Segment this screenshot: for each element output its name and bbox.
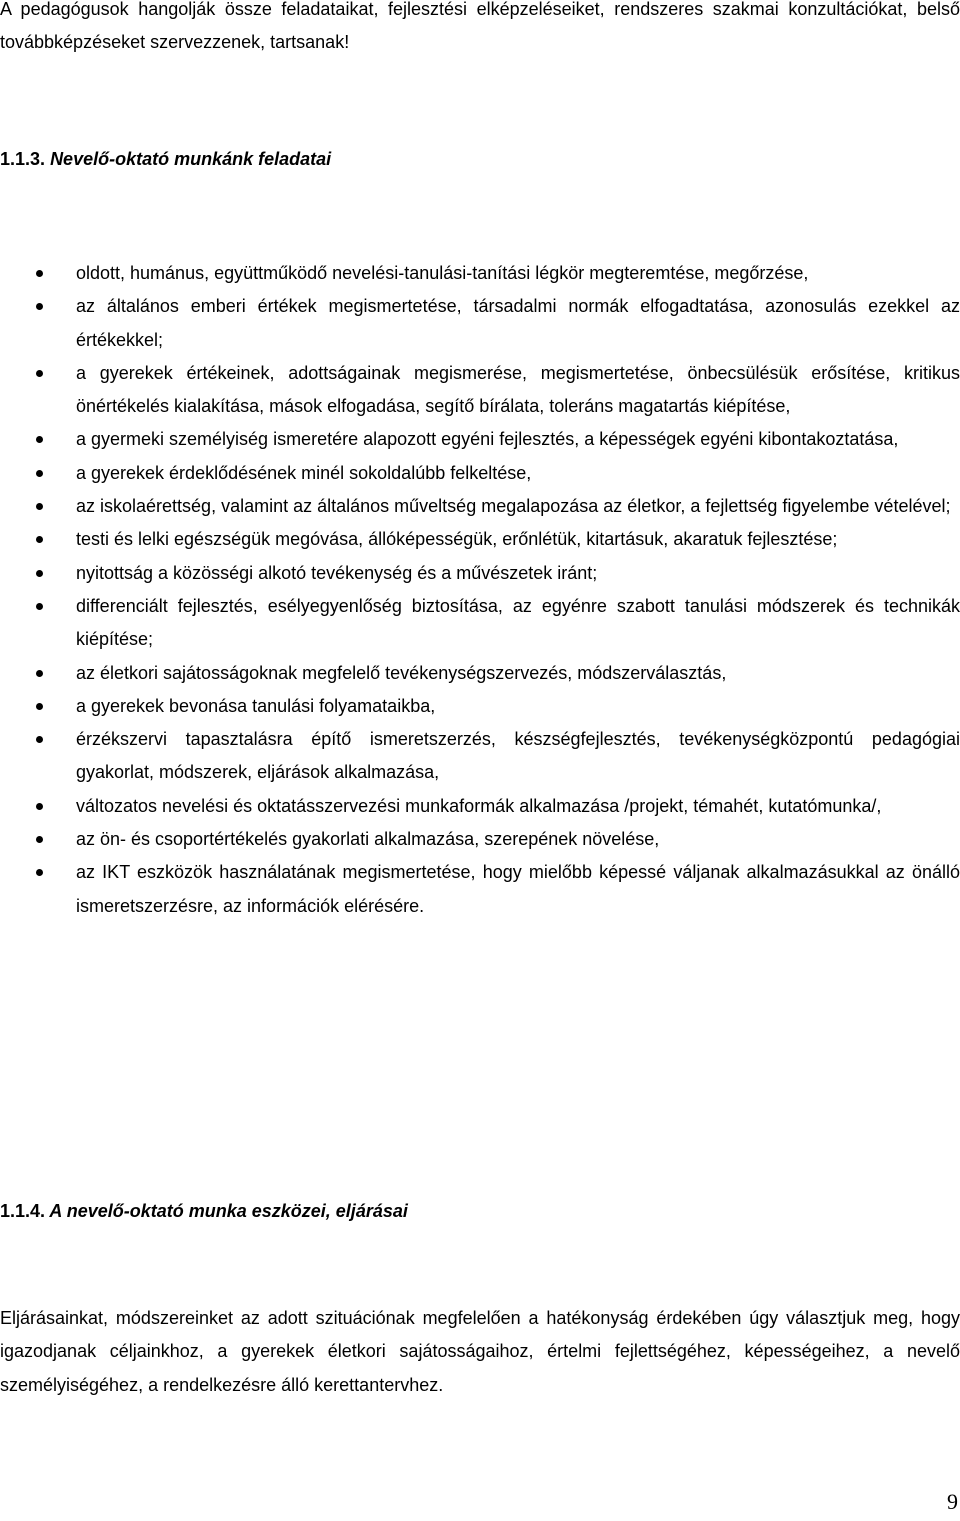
list-item-text: az életkori sajátosságoknak megfelelő tevékenységszervezés, módszerválasztás, [76, 662, 727, 683]
bullet-icon [36, 836, 43, 843]
section-number: 1.1.4. [0, 1201, 46, 1221]
bullet-icon [36, 603, 43, 610]
list-item [0, 290, 960, 357]
bullet-icon [36, 370, 43, 377]
bullet-icon [36, 503, 43, 510]
list-item-text: a gyerekek bevonása tanulási folyamataikba, [76, 695, 436, 716]
list-item [0, 856, 960, 923]
page-number: 9 [947, 1489, 958, 1514]
task-list [0, 257, 960, 923]
list-item-text: az általános emberi értékek megismertetése, társadalmi normák elfogadtatása, azonosulás ezekkel az értékekkel; [76, 296, 960, 350]
list-item [0, 657, 960, 690]
list-item [0, 423, 960, 456]
list-item [0, 357, 960, 424]
bullet-icon [36, 869, 43, 876]
bullet-icon [36, 436, 43, 443]
list-item [0, 557, 960, 590]
list-item [0, 823, 960, 856]
list-item [0, 590, 960, 657]
list-item [0, 790, 960, 823]
list-item-text: a gyermeki személyiség ismeretére alapozott egyéni fejlesztés, a képességek egyéni kibontakoztatása, [76, 429, 899, 450]
bullet-icon [36, 736, 43, 743]
bullet-icon [36, 470, 43, 477]
section-heading-1-1-4 [0, 1199, 408, 1223]
closing-paragraph: Eljárásainkat, módszereinket az adott szituációnak megfelelően a hatékonyság érdekében úgy választjuk meg, hogy igazodjanak céljainkhoz, a gyerekek életkori sajátosságaihoz, értelmi fejlettségéhez, képességeihez, a nevelő személyiségéhez, a rendelkezésre álló kerettantervhez. [0, 1308, 960, 1395]
list-item [0, 690, 960, 723]
list-item [0, 257, 960, 290]
list-item-text: testi és lelki egészségük megóvása, állóképességük, erőnlétük, kitartásuk, akaratuk fejlesztése; [76, 529, 838, 550]
list-item-text: oldott, humánus, együttműködő nevelési-tanulási-tanítási légkör megteremtése, megőrzése, [76, 263, 809, 283]
list-item-text: nyitottság a közösségi alkotó tevékenység és a művészetek iránt; [76, 562, 598, 583]
list-item [0, 723, 960, 790]
list-item-text: differenciált fejlesztés, esélyegyenlőség biztosítása, az egyénre szabott tanulási módszerek és technikák kiépítése; [76, 595, 960, 650]
list-item-text: az ön- és csoportértékelés gyakorlati alkalmazása, szerepének növelése, [76, 829, 660, 850]
bullet-icon [36, 536, 43, 543]
list-item-text: az iskolaérettség, valamint az általános műveltség megalapozása az életkor, a fejlettség figyelembe vételével; [76, 496, 951, 517]
section-title: A nevelő-oktató munka eszközei, eljárásai [49, 1201, 408, 1221]
bullet-icon [36, 270, 43, 277]
list-item-text: változatos nevelési és oktatásszervezési munkaformák alkalmazása /projekt, témahét, kutatómunka/, [76, 795, 882, 816]
list-item [0, 523, 960, 556]
section-heading-1-1-3 [0, 147, 331, 171]
bullet-icon [36, 803, 43, 810]
list-item-text: az IKT eszközök használatának megismertetése, hogy mielőbb képessé váljanak alkalmazásukkal az önálló ismeretszerzésre, az információk elérésére. [76, 862, 960, 916]
list-item-text: a gyerekek értékeinek, adottságainak megismerése, megismertetése, önbecsülésük erősítése, kritikus önértékelés kialakítása, mások elfogadása, segítő bírálata, toleráns magatartás kiépítése, [76, 362, 960, 417]
bullet-icon [36, 703, 43, 710]
list-item [0, 457, 960, 490]
bullet-icon [36, 303, 43, 310]
section-title: Nevelő-oktató munkánk feladatai [50, 149, 332, 169]
list-item-text: érzékszervi tapasztalásra építő ismeretszerzés, készségfejlesztés, tevékenységközpontú pedagógiai gyakorlat, módszerek, eljárások alkalmazása, [76, 729, 960, 783]
bullet-icon [36, 670, 43, 677]
intro-paragraph: A pedagógusok hangolják össze feladataikat, fejlesztési elképzeléseiket, rendszeres szakmai konzultációkat, belső továbbképzéseket szervezzenek, tartsanak! [0, 0, 960, 53]
section-number: 1.1.3. [0, 149, 46, 169]
list-item-text: a gyerekek érdeklődésének minél sokoldalúbb felkeltése, [76, 462, 532, 483]
list-item [0, 490, 960, 523]
bullet-icon [36, 570, 43, 577]
